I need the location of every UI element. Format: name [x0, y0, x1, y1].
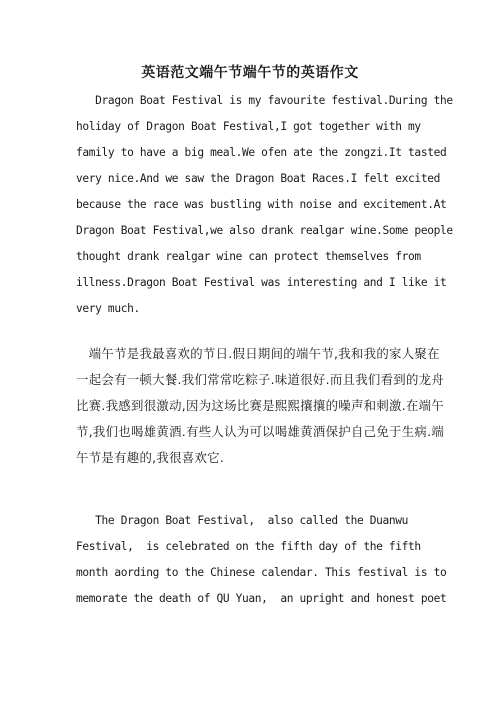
text-line: The Dragon Boat Festival, also called the Duanwu — [76, 514, 409, 527]
text-line: 节,我们也喝雄黄酒.有些人认为可以喝雄黄酒保护自己免于生病.端 — [76, 424, 445, 439]
text-line: very much. — [76, 302, 140, 315]
text-line: memorate the death of QU Yuan, an upright and honest poet — [76, 592, 447, 605]
text-line: 端午节是我最喜欢的节日.假日期间的端午节,我和我的家人聚在 — [76, 346, 440, 361]
paragraph-english-1 — [76, 88, 453, 322]
text-line: holiday of Dragon Boat Festival,I got together with my — [76, 120, 421, 133]
document-title: 英语范文端午节端午节的英语作文 — [141, 65, 359, 81]
text-line: illness.Dragon Boat Festival was interesting and I like it — [76, 276, 447, 289]
text-line: very nice.And we saw the Dragon Boat Races.I felt excited — [76, 172, 440, 185]
text-line: 一起会有一顿大餐.我们常常吃粽子.味道很好.而且我们看到的龙舟 — [76, 372, 445, 387]
text-line: Dragon Boat Festival is my favourite festival.During the — [76, 94, 453, 107]
text-line: thought drank realgar wine can protect themselves from — [76, 250, 421, 263]
text-line: Festival, is celebrated on the fifth day of the fifth — [76, 540, 421, 553]
text-line: because the race was bustling with noise and excitement.At — [76, 198, 447, 211]
text-line: family to have a big meal.We ofen ate the zongzi.It tasted — [76, 146, 447, 159]
text-line: Dragon Boat Festival,we also drank realgar wine.Some people — [76, 224, 453, 237]
text-line: 午节是有趣的,我很喜欢它. — [76, 450, 225, 465]
text-line: 比赛.我感到很激动,因为这场比赛是熙熙攘攘的噪声和刺激.在端午 — [76, 398, 445, 413]
paragraph-chinese — [76, 341, 445, 471]
text-line: month aording to the Chinese calendar. This festival is to — [76, 566, 447, 579]
paragraph-english-2 — [76, 508, 447, 612]
